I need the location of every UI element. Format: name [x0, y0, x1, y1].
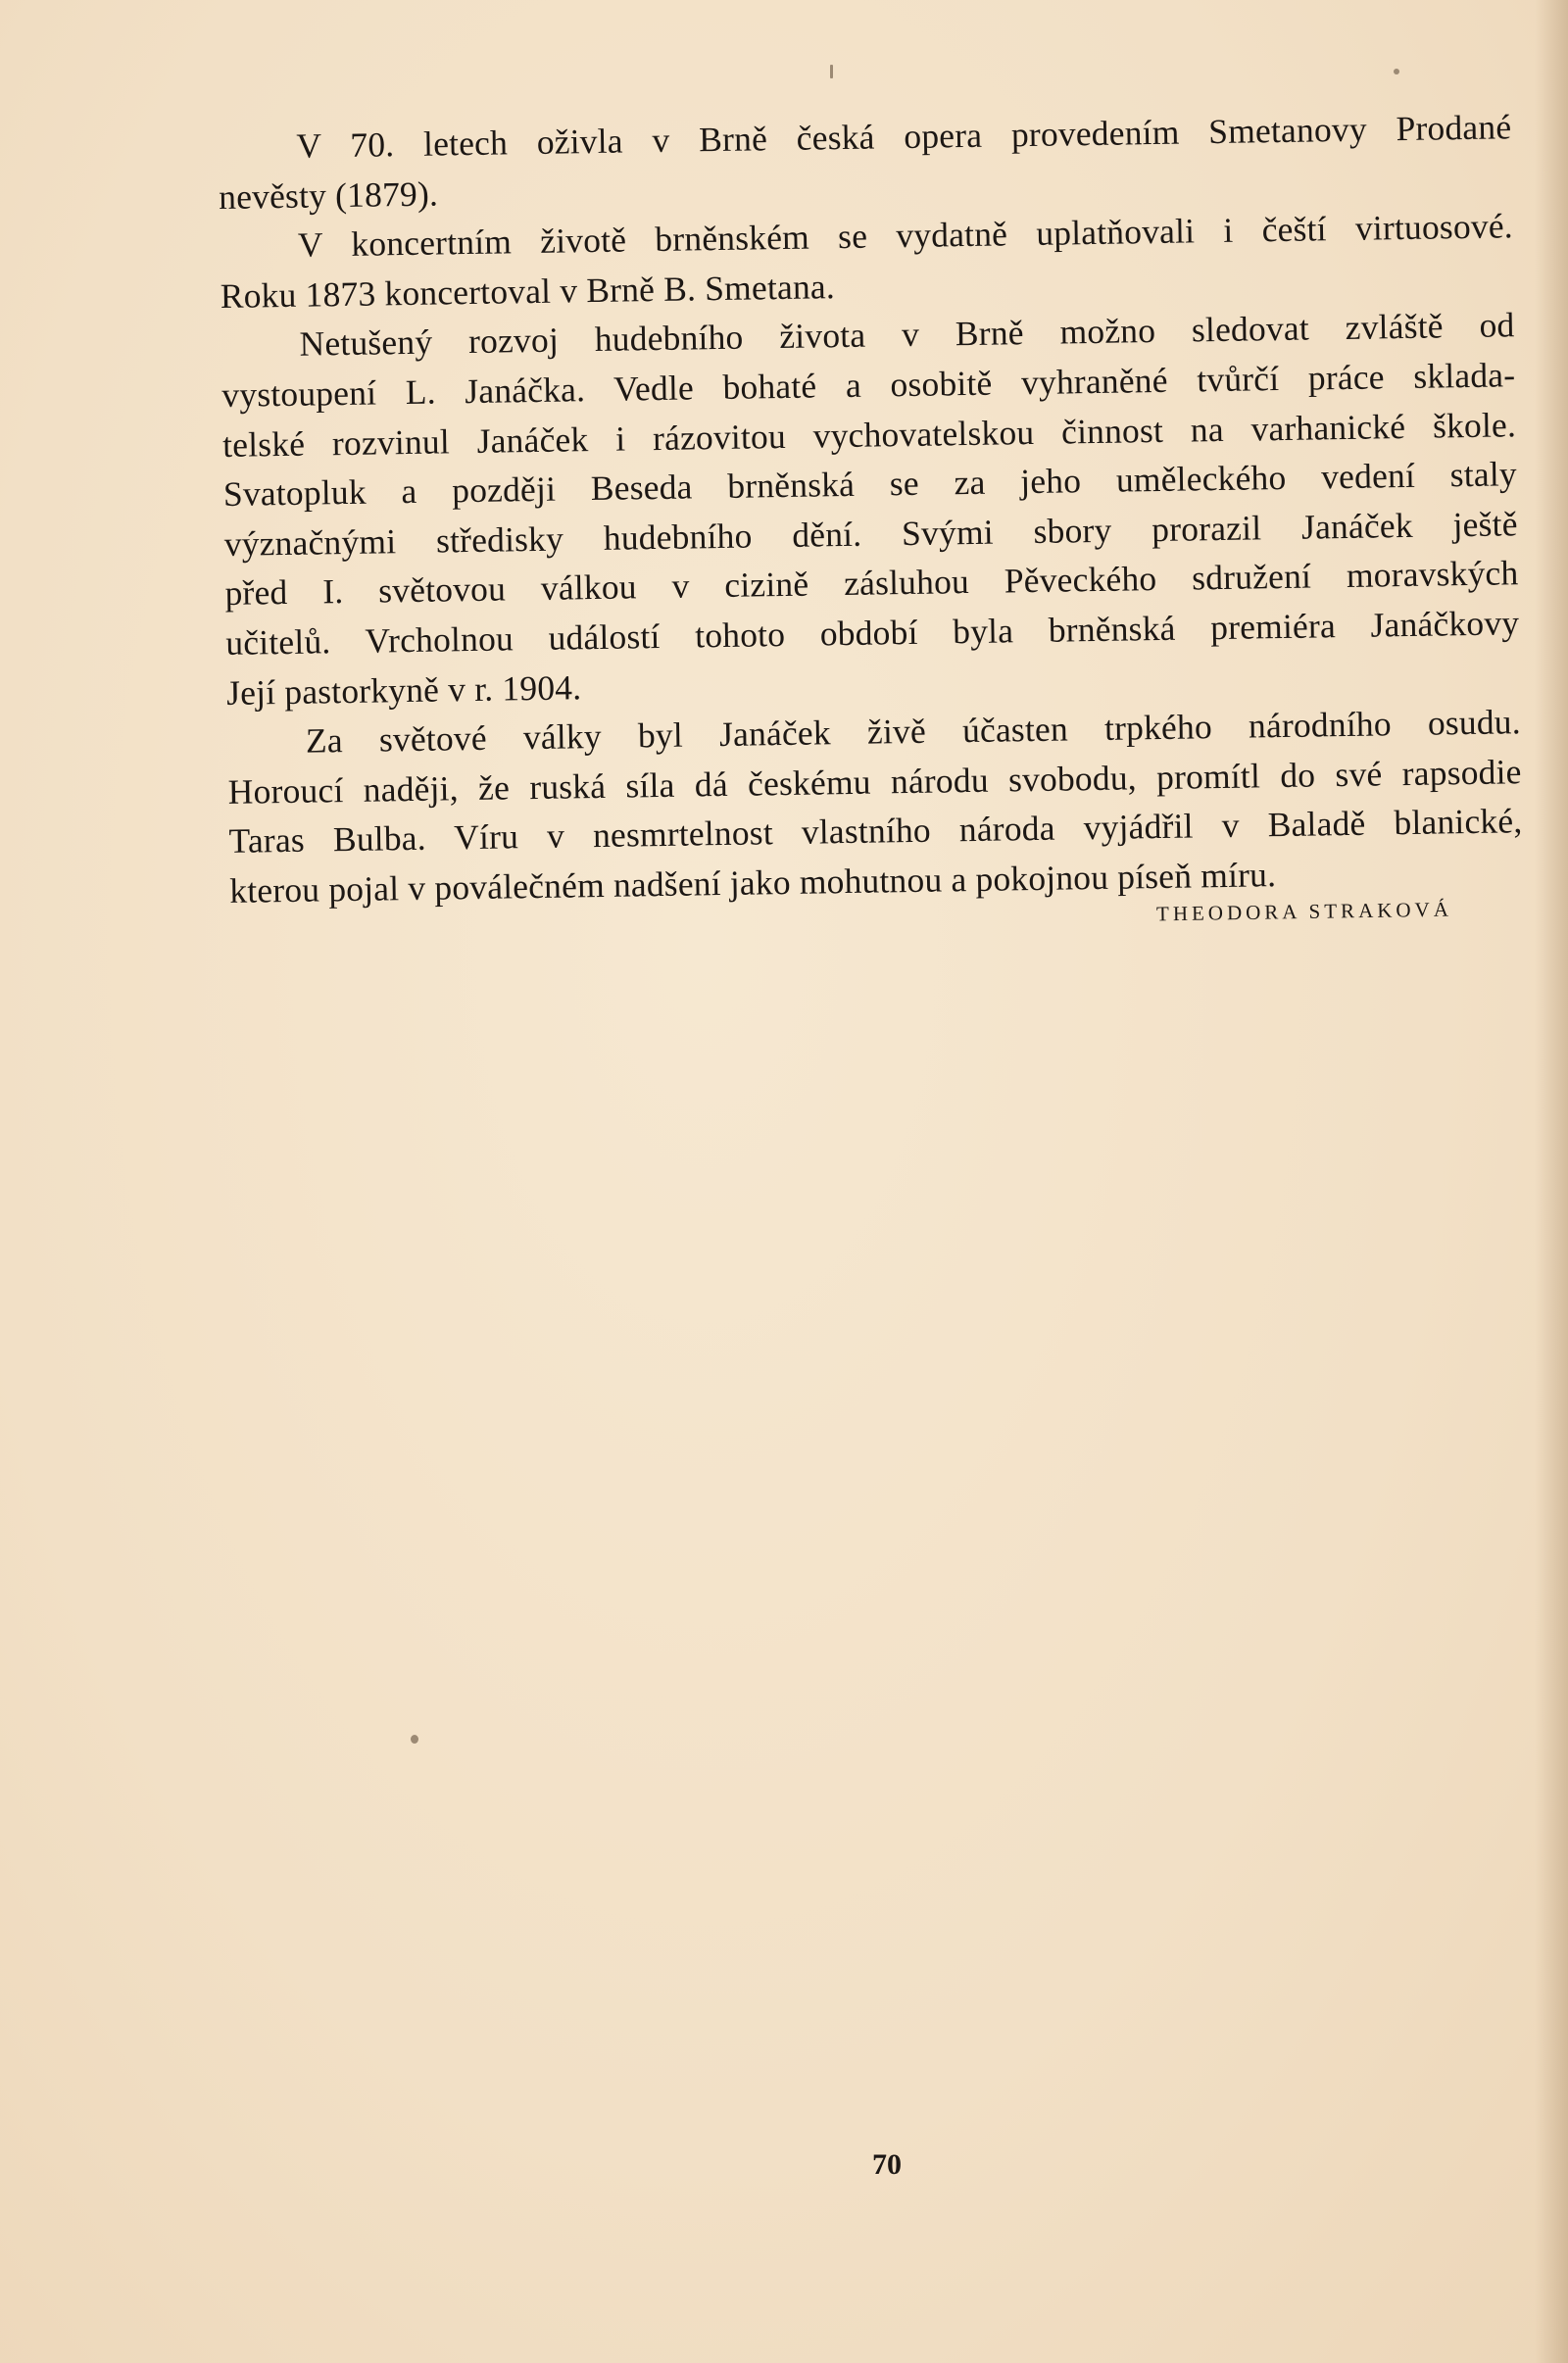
page-edge-shadow [1535, 0, 1568, 2363]
text-line: V 70. letech oživla v Brně česká opera provedením Smetanovy Prodané [296, 107, 1512, 166]
paper-speck [830, 65, 833, 78]
paper-speck [411, 1735, 418, 1744]
text-line: nevěsty (1879). [218, 173, 439, 217]
text-line: Její pastorkyně v r. 1904. [225, 666, 582, 713]
paper-speck [1394, 69, 1399, 74]
text-line: Svatopluk a později Beseda brněnská se za jeho uměleckého vedení staly [222, 454, 1518, 515]
text-line: telské rozvinul Janáček i rázovitou vychovatelskou činnost na varhanické škole. [221, 404, 1517, 465]
page-number: 70 [872, 2148, 902, 2181]
author-signature: THEODORA STRAKOVÁ [1155, 897, 1453, 926]
text-line: Taras Bulba. Víru v nesmrtelnost vlastního národa vyjádřil v Baladě blanické, [228, 801, 1523, 862]
text-line: učitelů. Vrcholnou událostí tohoto období byla brněnská premiéra Janáčkovy [225, 603, 1520, 663]
text-line: kterou pojal v poválečném nadšení jako mohutnou a pokojnou píseň míru. [228, 855, 1277, 911]
article-text [218, 102, 1524, 915]
text-line: vystoupení L. Janáčka. Vedle bohaté a osobitě vyhraněné tvůrčí práce sklada- [221, 355, 1516, 415]
text-line: význačnými středisky hudebního dění. Svými sbory prorazil Janáček ještě [223, 503, 1518, 564]
text-line: Horoucí naději, že ruská síla dá českému národu svobodu, promítl do své rapsodie [227, 751, 1522, 812]
text-line: V koncertním životě brněnském se vydatně uplatňovali i čeští virtuosové. [297, 206, 1514, 265]
text-line: Netušený rozvoj hudebního života v Brně možno sledovat zvláště od [299, 305, 1515, 365]
text-line: Roku 1873 koncertoval v Brně B. Smetana. [220, 266, 836, 316]
text-line: Za světové války byl Janáček živě účasten trpkého národního osudu. [305, 702, 1522, 761]
text-line: před I. světovou válkou v cizině zásluhou Pěveckého sdružení moravských [224, 553, 1519, 614]
